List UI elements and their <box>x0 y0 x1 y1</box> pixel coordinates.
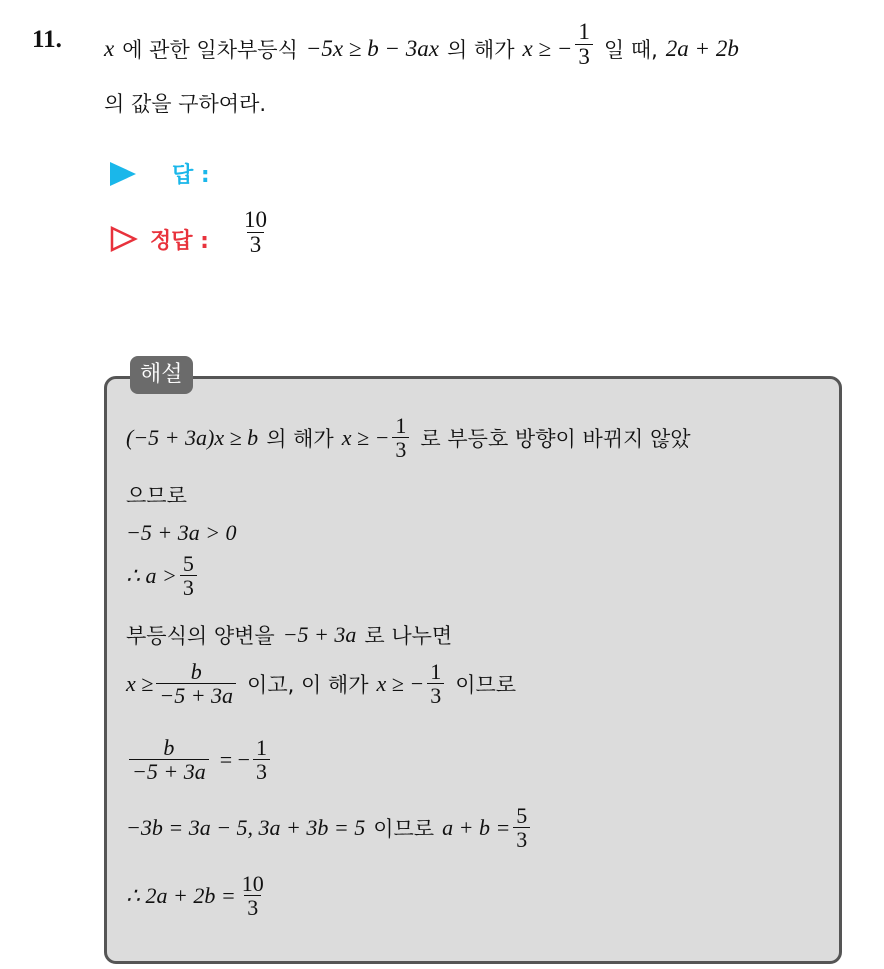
s4-math: ∴ a > <box>126 562 177 588</box>
s1-x: x ≥ − <box>341 424 390 450</box>
s4-den: 3 <box>180 575 197 599</box>
problem-text-line2: 의 값을 구하여라. <box>104 92 267 116</box>
s6-num2: 1 <box>430 659 442 684</box>
problem-target: 2a + 2b <box>665 35 739 61</box>
s7-fraction <box>129 736 209 783</box>
s8-fraction <box>513 804 530 851</box>
solution-line-6 <box>126 660 516 707</box>
problem-text-a: 에 관한 일차부등식 <box>122 37 298 62</box>
s6-text-a: 이고, 이 해가 <box>247 672 369 697</box>
s9-math: ∴ 2a + 2b = <box>126 882 236 908</box>
s1-text-b: 로 부등호 방향이 바뀌지 않았 <box>420 426 691 451</box>
s5-math: −5 + 3a <box>282 622 357 647</box>
correct-denominator: 3 <box>247 232 265 257</box>
correct-arrow-icon <box>110 226 138 252</box>
fraction-numerator: 1 <box>578 19 590 44</box>
answer-arrow-icon <box>110 162 136 186</box>
problem-number: 11. <box>32 26 62 53</box>
s6-fraction-2 <box>427 660 444 707</box>
problem-fraction <box>575 20 593 69</box>
correct-numerator: 10 <box>244 207 267 232</box>
answer-label: 답 : <box>172 163 210 188</box>
s1-fraction <box>392 414 409 461</box>
s1-math: (−5 + 3a)x ≥ b <box>126 424 259 450</box>
s8-den: 3 <box>513 827 530 851</box>
s2-text: 으므로 <box>126 484 187 508</box>
s6-den: −5 + 3a <box>156 683 236 707</box>
solution-line-3 <box>126 520 237 546</box>
solution-tag: 해설 <box>130 356 193 394</box>
problem-solution-x: x ≥ − <box>522 35 573 61</box>
solution-line-7 <box>126 736 273 783</box>
s8-num: 5 <box>516 803 528 828</box>
problem-inequality: −5x ≥ b − 3ax <box>305 35 439 61</box>
solution-line-2 <box>126 480 187 510</box>
s1-den: 3 <box>392 437 409 461</box>
s9-fraction <box>239 872 267 919</box>
fraction-denominator: 3 <box>575 44 593 69</box>
s6-num: b <box>190 659 202 684</box>
s8-text: 이므로 <box>373 816 435 841</box>
s9-den: 3 <box>244 895 261 919</box>
var-x: x <box>104 35 115 61</box>
s4-fraction <box>180 552 197 599</box>
s1-num: 1 <box>395 413 407 438</box>
s8-math-2: a + b = <box>442 814 511 840</box>
correct-answer-value <box>238 208 273 257</box>
s7-eq: = − <box>219 746 251 772</box>
s6-x: x ≥ <box>126 670 154 696</box>
s6-text-b: 이므로 <box>455 672 517 697</box>
solution-line-9 <box>126 872 270 919</box>
solution-line-4 <box>126 552 200 599</box>
s6-x2: x ≥ − <box>376 670 425 696</box>
s5-text-b: 로 나누면 <box>364 624 453 648</box>
solution-line-8 <box>126 804 533 851</box>
solution-line-1 <box>126 414 691 461</box>
problem-text-c: 일 때, <box>603 37 658 62</box>
s7-den: −5 + 3a <box>129 759 209 783</box>
s7-fraction-2 <box>253 736 270 783</box>
s7-den2: 3 <box>253 759 270 783</box>
s4-num: 5 <box>182 551 194 576</box>
s1-text-a: 의 해가 <box>266 426 334 451</box>
s5-text-a: 부등식의 양변을 <box>126 624 275 648</box>
problem-text-b: 의 해가 <box>446 37 515 62</box>
s6-den2: 3 <box>427 683 444 707</box>
problem-line-1 <box>104 19 739 70</box>
problem-line-2 <box>104 88 266 118</box>
s7-num2: 1 <box>256 735 268 760</box>
s6-fraction <box>156 660 236 707</box>
s9-num: 10 <box>241 871 264 896</box>
s7-num: b <box>163 735 175 760</box>
solution-line-5 <box>126 620 452 650</box>
correct-answer-label: 정답 : <box>150 229 209 254</box>
s3-math: −5 + 3a > 0 <box>126 520 237 545</box>
s8-math: −3b = 3a − 5, 3a + 3b = 5 <box>126 814 366 840</box>
